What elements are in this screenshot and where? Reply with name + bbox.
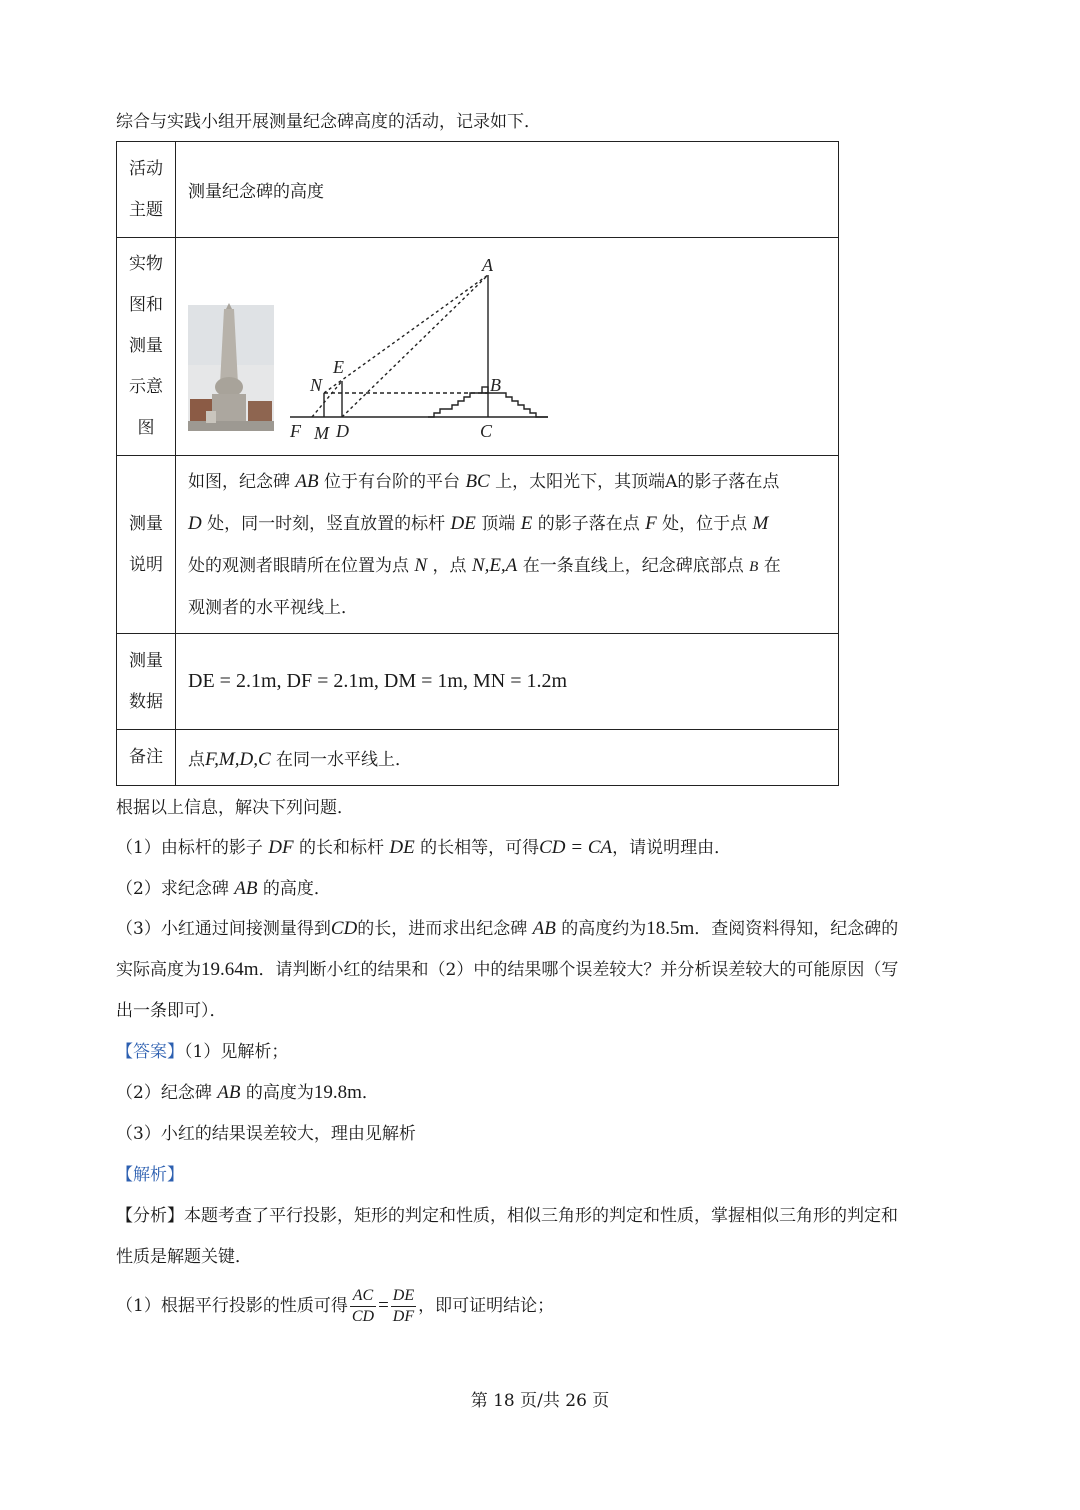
answer-line-1: 【答案】（1）见解析；	[116, 1042, 289, 1062]
table-row	[117, 730, 839, 786]
intro-text: 综合与实践小组开展测量纪念碑高度的活动，记录如下．	[116, 112, 541, 132]
analysis-line-2: 性质是解题关键．	[116, 1247, 252, 1267]
label-c: C	[480, 420, 493, 441]
question-3-line3: 出一条即可）．	[116, 1001, 227, 1021]
monument-photo	[188, 303, 274, 431]
analysis-tag: 【解析】	[116, 1165, 184, 1185]
measurement-data: DE = 2.1m, DF = 2.1m, DM = 1m, MN = 1.2m	[176, 634, 839, 730]
question-2: （2）求纪念碑 AB 的高度．	[116, 878, 331, 899]
theme-value: 测量纪念碑的高度	[176, 142, 839, 238]
note-value: 点F,M,D,C 在同一水平线上．	[176, 730, 839, 786]
explanation-text: 如图，纪念碑 AB 位于有台阶的平台 BC 上，太阳光下，其顶端A的影子落在点 D 处，同一时刻，竖直放置的标杆 DE 顶端 E 的影子落在点 F 处，位于点 M 处的观测者眼睛所在位置为点 N ，点 N,E,A 在一条直线上，纪念碑底部点 B 在 观测者的水平视线上．	[176, 456, 839, 634]
label-b: B	[490, 374, 501, 395]
row-label-figure: 实物 图和 测量 示意 图	[117, 238, 176, 456]
label-f: F	[290, 420, 301, 441]
figure-cell	[176, 238, 839, 456]
analysis-line-1: 【分析】本题考查了平行投影，矩形的判定和性质，相似三角形的判定和性质，掌握相似三角形的判定和	[116, 1206, 898, 1226]
question-3-line2: 实际高度为19.64m．请判断小红的结果和（2）中的结果哪个误差较大？并分析误差较大的可能原因（写	[116, 959, 899, 980]
question-intro: 根据以上信息，解决下列问题．	[116, 798, 354, 818]
label-n: N	[310, 374, 323, 395]
table-row	[117, 142, 839, 238]
label-m: M	[314, 422, 329, 443]
answer-line-2: （2）纪念碑 AB 的高度为19.8m．	[116, 1082, 379, 1103]
row-label-theme: 活动 主题	[117, 142, 176, 238]
label-d: D	[336, 420, 349, 441]
table-row	[117, 456, 839, 634]
table-row	[117, 238, 839, 456]
answer-tag: 【答案】	[116, 1042, 184, 1062]
page-footer: 第 18 页/共 26 页	[470, 1391, 610, 1411]
table-row	[117, 634, 839, 730]
answer-line-3: （3）小红的结果误差较大，理由见解析	[116, 1124, 416, 1144]
question-3-line1: （3）小红通过间接测量得到CD的长，进而求出纪念碑 AB 的高度约为18.5m．查阅资料得知，纪念碑的	[116, 918, 899, 939]
question-1: （1）由标杆的影子 DF 的长和标杆 DE 的长相等，可得CD = CA，请说明理由．	[116, 837, 732, 858]
geometry-diagram	[290, 275, 548, 417]
fraction-ac-cd: $\frac{AC}{CD}$	[351, 1287, 375, 1325]
label-e: E	[333, 356, 344, 377]
activity-record-table	[116, 141, 839, 786]
solution-step-1: （1）根据平行投影的性质可得 $\frac{AC}{CD}$ = $\frac{DE}{DF}$ ，即可证明结论；	[116, 1287, 555, 1325]
row-label-explanation: 测量 说明	[117, 456, 176, 634]
row-label-note: 备注	[117, 730, 176, 786]
fraction-de-df: $\frac{DE}{DF}$	[392, 1287, 415, 1325]
label-a: A	[482, 254, 493, 275]
row-label-data: 测量 数据	[117, 634, 176, 730]
measurement-figure	[176, 239, 836, 455]
